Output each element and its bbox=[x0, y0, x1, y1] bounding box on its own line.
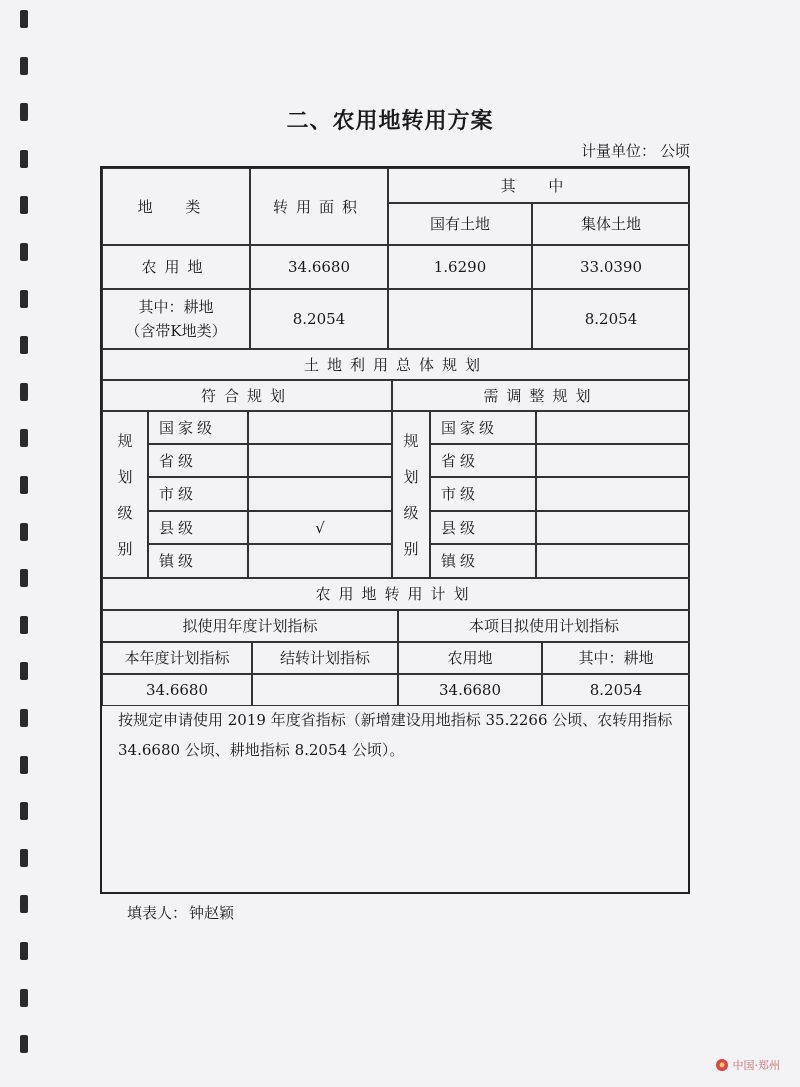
binding-hole bbox=[20, 429, 28, 447]
project-indicator-header: 本项目拟使用计划指标 bbox=[398, 610, 690, 642]
binding-hole bbox=[20, 942, 28, 960]
planning-conform-vertical-label bbox=[102, 411, 148, 578]
adjust-level-city: 市级 bbox=[430, 477, 536, 511]
adjust-level-province: 省级 bbox=[430, 444, 536, 477]
binding-hole bbox=[20, 662, 28, 680]
adjust-level-town: 镇级 bbox=[430, 544, 536, 578]
vertical-char: 划 bbox=[403, 467, 419, 486]
binding-hole bbox=[20, 476, 28, 494]
header-collective: 集体土地 bbox=[532, 203, 690, 245]
note-text: 按规定申请使用 2019 年度省指标（新增建设用地指标 35.2266 公顷、农转用指标 34.6680 公顷、耕地指标 8.2054 公顷）。 bbox=[118, 711, 673, 759]
row-farmland-label-2: （含带K地类） bbox=[125, 322, 227, 340]
farmland-header: 其中：耕地 bbox=[542, 642, 690, 674]
conversion-table bbox=[100, 166, 690, 894]
binding-holes bbox=[20, 0, 30, 1087]
vertical-char: 别 bbox=[403, 540, 419, 559]
conform-level-province: 省级 bbox=[148, 444, 248, 477]
vertical-char: 规 bbox=[403, 431, 419, 450]
conform-mark-city bbox=[248, 477, 392, 511]
binding-hole bbox=[20, 243, 28, 261]
binding-hole bbox=[20, 849, 28, 867]
header-of-which: 其 中 bbox=[388, 168, 690, 203]
this-year-value: 34.6680 bbox=[102, 674, 252, 706]
row-farmland-state bbox=[388, 289, 532, 349]
row-agri-label: 农用地 bbox=[102, 245, 250, 289]
adjust-mark-province bbox=[536, 444, 690, 477]
filler-line bbox=[125, 902, 234, 923]
binding-hole bbox=[20, 616, 28, 634]
conform-level-town: 镇级 bbox=[148, 544, 248, 578]
planning-adjust-vertical-label bbox=[392, 411, 430, 578]
binding-hole bbox=[20, 709, 28, 727]
adjust-level-county: 县级 bbox=[430, 511, 536, 544]
vertical-char: 别 bbox=[117, 540, 133, 559]
binding-hole bbox=[20, 150, 28, 168]
conform-mark-national bbox=[248, 411, 392, 444]
header-land-type: 地 类 bbox=[102, 168, 250, 245]
binding-hole bbox=[20, 756, 28, 774]
adjust-mark-county bbox=[536, 511, 690, 544]
adjust-mark-national bbox=[536, 411, 690, 444]
binding-hole bbox=[20, 802, 28, 820]
filler-name: 钟赵颖 bbox=[189, 904, 235, 922]
adjust-mark-town bbox=[536, 544, 690, 578]
row-agri-state: 1.6290 bbox=[388, 245, 532, 289]
binding-hole bbox=[20, 569, 28, 587]
header-state-owned: 国有土地 bbox=[388, 203, 532, 245]
row-farmland-label bbox=[102, 289, 250, 349]
agri-land-value: 34.6680 bbox=[398, 674, 542, 706]
row-farmland-label-1: 其中：耕地 bbox=[138, 298, 214, 316]
conform-mark-county: √ bbox=[248, 511, 392, 544]
filler-label: 填表人： bbox=[127, 904, 188, 922]
planning-section-title: 土地利用总体规划 bbox=[102, 349, 690, 380]
binding-hole bbox=[20, 383, 28, 401]
carried-over-value bbox=[252, 674, 398, 706]
conform-mark-town bbox=[248, 544, 392, 578]
row-agri-area: 34.6680 bbox=[250, 245, 388, 289]
unit-value: 公顷 bbox=[659, 142, 690, 160]
watermark-text: 中国·郑州 bbox=[732, 1059, 780, 1072]
conform-level-city: 市级 bbox=[148, 477, 248, 511]
row-farmland-area: 8.2054 bbox=[250, 289, 388, 349]
annual-indicator-header: 拟使用年度计划指标 bbox=[102, 610, 398, 642]
binding-hole bbox=[20, 336, 28, 354]
agri-land-header: 农用地 bbox=[398, 642, 542, 674]
vertical-char: 级 bbox=[403, 504, 419, 523]
farmland-value: 8.2054 bbox=[542, 674, 690, 706]
planning-adjust-header: 需调整规划 bbox=[392, 380, 690, 411]
binding-hole bbox=[20, 989, 28, 1007]
this-year-header: 本年度计划指标 bbox=[102, 642, 252, 674]
row-farmland-collective: 8.2054 bbox=[532, 289, 690, 349]
watermark-logo bbox=[715, 1057, 781, 1073]
conform-level-county: 县级 bbox=[148, 511, 248, 544]
vertical-char: 级 bbox=[117, 504, 133, 523]
header-transfer-area: 转用面积 bbox=[250, 168, 388, 245]
vertical-char: 划 bbox=[117, 467, 133, 486]
unit-label: 计量单位： bbox=[580, 142, 656, 160]
binding-hole bbox=[20, 523, 28, 541]
binding-hole bbox=[20, 196, 28, 214]
carried-over-header: 结转计划指标 bbox=[252, 642, 398, 674]
adjust-level-national: 国家级 bbox=[430, 411, 536, 444]
planning-conform-header: 符合规划 bbox=[102, 380, 392, 411]
conform-level-national: 国家级 bbox=[148, 411, 248, 444]
conversion-plan-title: 农用地转用计划 bbox=[102, 578, 690, 610]
conform-mark-province bbox=[248, 444, 392, 477]
binding-hole bbox=[20, 1035, 28, 1053]
page-title: 二、农用地转用方案 bbox=[286, 108, 494, 134]
adjust-mark-city bbox=[536, 477, 690, 511]
binding-hole bbox=[20, 57, 28, 75]
vertical-char: 规 bbox=[117, 431, 133, 450]
emblem-icon bbox=[715, 1058, 729, 1072]
unit-line bbox=[577, 140, 690, 161]
binding-hole bbox=[20, 10, 28, 28]
row-agri-collective: 33.0390 bbox=[532, 245, 690, 289]
binding-hole bbox=[20, 895, 28, 913]
binding-hole bbox=[20, 290, 28, 308]
